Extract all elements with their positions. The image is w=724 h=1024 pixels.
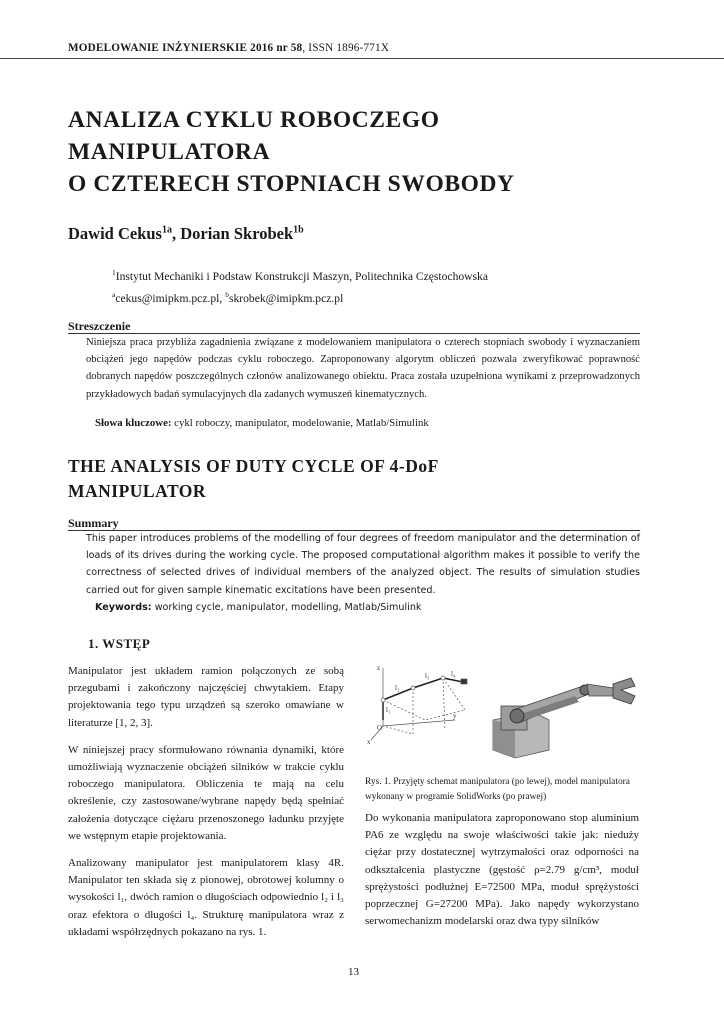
joint-3 (441, 676, 445, 680)
figure-1 (365, 660, 639, 768)
paragraph-3: Analizowany manipulator jest manipulatorem klasy 4R. Manipulator ten składa się z pionowej, obrotowej kolumny o wysokości l₁, dwóch ramion o długościach odpowiednio l₂ i l₃ oraz efektora o długości l₄. Strukturę manipulatora wraz z układami współrzędnych pokazano na rys. 1. (68, 857, 344, 938)
figure-caption: Rys. 1. Przyjęty schemat manipulatora (po lewej), model manipulatora wykonany w programie SolidWorks (po prawej) (365, 777, 630, 802)
paragraph-1: Manipulator jest układem ramion połączonych ze sobą przegubami i zakończony najczęściej chwytakiem. Etapy projektowania tego typu urządzeń są szeroko omawiane w literaturze [1, 2, 3]. (68, 665, 344, 729)
slowa-kluczowe-values: cykl roboczy, manipulator, modelowanie, Matlab/Simulink (171, 417, 429, 429)
affil-sup-1: 1 (112, 268, 116, 277)
joint-1 (381, 698, 385, 702)
l2-label: l₂ (395, 684, 400, 692)
author-1: Dawid Cekus (68, 224, 162, 243)
y-axis-line (383, 720, 455, 726)
author-2: Dorian Skrobek (180, 224, 294, 243)
l4-label: l₄ (451, 670, 456, 678)
title-line-3: O CZTERECH STOPNIACH SWOBODY (68, 171, 515, 197)
right-column (365, 810, 639, 930)
summary-heading: Summary (68, 516, 119, 530)
axis-y-label: y (453, 712, 457, 720)
l1-label: l₁ (386, 706, 391, 714)
affiliations (112, 264, 488, 308)
english-title (68, 454, 628, 504)
streszczenie-text: Niniejsza praca przybliża zagadnienia związane z modelowaniem manipulatora o czterech stopniach swobody i wyznaczaniem obciążeń jego napędów podczas cyklu roboczego. Zaproponowany algorytm obliczeń pozwala zweryfikować poprawność dobranych napędów poszczególnych członów analizowanego obiektu. Praca została uzupełniona wynikami z przeprowadzonych przykładowych badań symulacyjnych dla zadanych wymuszeń kinematycznych. (86, 337, 640, 400)
running-header (68, 42, 389, 54)
institute-line (112, 264, 488, 286)
shoulder-joint (510, 709, 524, 723)
joint-2 (411, 686, 415, 690)
email-a[interactable]: cekus@imipkm.pcz.pl, (115, 291, 226, 305)
gripper-mark (461, 679, 467, 684)
title-line-2: MANIPULATORA (68, 139, 271, 165)
page-number: 13 (348, 966, 359, 978)
keywords-label: Keywords: (95, 602, 152, 613)
email-b[interactable]: skrobek@imipkm.pcz.pl (228, 291, 344, 305)
paragraph-2: W niniejszej pracy sformułowano równania dynamiki, które umożliwiają wyznaczenie obciążeń silników w trakcie cyklu roboczego manipulatora. Obliczenia te mają na celu określenie, czy zastosowane/wybrane napędy będą spełniać założenia dotyczące ciężaru przenoszonego ładunku przyjęte we wstępnym etapie projektowania. (68, 743, 344, 842)
paper-title (68, 104, 668, 200)
affil-sup-b: b (225, 289, 229, 299)
english-title-line-1: THE ANALYSIS OF DUTY CYCLE OF 4-DoF (68, 456, 439, 476)
slowa-kluczowe (95, 417, 429, 429)
streszczenie-heading: Streszczenie (68, 319, 131, 333)
affil-sup-a: a (112, 289, 116, 299)
paragraph-4: Do wykonania manipulatora zaproponowano stop aluminium PA6 ze względu na swoje właściwości takie jak: nieduży ciężar przy dostatecznej wytrzymałości oraz odporności na odkształcenia plastyczne (gęstość ρ=2.79 g/cm³, moduł sprężystości podłużnej E=72500 MPa, moduł sprężystości poprzecznej G=27200 MPa). Jako napędy wykorzystano serwomechanizm modelarski oraz dwa typy silników (365, 812, 639, 928)
link-l4 (443, 678, 463, 682)
section-heading-wstep: 1. WSTĘP (88, 636, 151, 651)
title-line-1: ANALIZA CYKLU ROBOCZEGO (68, 107, 440, 133)
author-2-affil: 1b (293, 224, 304, 236)
gripper (613, 678, 635, 704)
wrist-link (587, 684, 615, 696)
issn: , ISSN 1896-771X (302, 42, 390, 54)
left-column (68, 663, 344, 951)
axis-z-label: z (377, 664, 381, 672)
english-title-line-2: MANIPULATOR (68, 481, 207, 501)
keywords (95, 599, 421, 616)
email-line (112, 286, 488, 308)
l3-label: l₃ (425, 672, 430, 680)
origin-label: O (377, 724, 383, 732)
kinematic-schematic (371, 668, 467, 740)
header-rule (0, 58, 724, 59)
institute-name: Instytut Mechaniki i Podstaw Konstrukcji Maszyn, Politechnika Częstochowska (115, 269, 488, 283)
keywords-values: working cycle, manipulator, modelling, Matlab/Simulink (151, 602, 422, 613)
slowa-kluczowe-label: Słowa kluczowe: (95, 417, 172, 429)
author-1-affil: 1a (161, 224, 172, 236)
journal-name: MODELOWANIE INŻYNIERSKIE 2016 nr 58 (68, 42, 303, 54)
axis-x-label: x (367, 738, 371, 746)
author-separator: , (171, 224, 181, 243)
authors (68, 224, 304, 244)
projection-lines-3 (443, 678, 445, 730)
solidworks-model (493, 678, 635, 758)
summary-text: This paper introduces problems of the modelling of four degrees of freedom manipulator and the determination of loads of its drives during the working cycle. The proposed computational algorithm makes it possible to verify the correctness of selected drives of individual members of the analyzed object. The results of simulation studies carried out for given sample kinematic excitations have been presented. (86, 533, 640, 596)
